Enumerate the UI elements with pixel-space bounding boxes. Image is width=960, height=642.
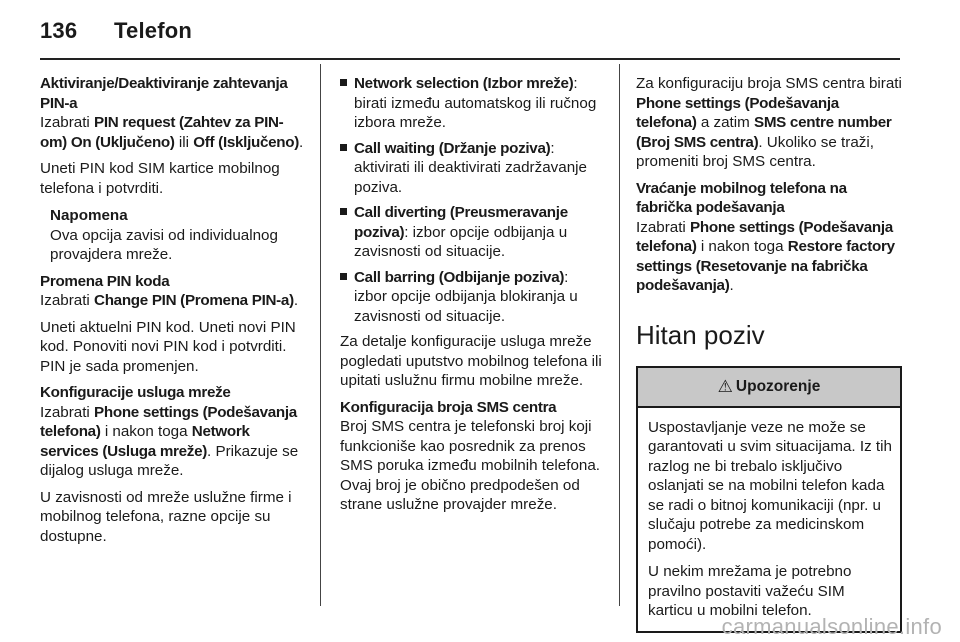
column-3 <box>636 74 902 633</box>
sms-config-paragraph <box>636 74 902 172</box>
note-title: Napomena <box>50 207 128 224</box>
text-span: i nakon toga <box>696 238 788 255</box>
bullet-square-icon <box>340 79 347 86</box>
menu-term: PIN request (Zahtev za PIN-om) On (Uključeno) <box>40 114 284 151</box>
factory-reset-heading: Vraćanje mobilnog telefona na fabrička podešavanja <box>636 179 847 216</box>
warning-text-1: Uspostavljanje veze ne može se garantovati u svim situacijama. Iz tih razlog ne bi trebalo isključivo oslanjati se na mobilni telefon kada se radi o bitnoj komunikaciji (npr. u slučaju potrebe za medicinskom pomoći). <box>648 418 892 553</box>
column-1 <box>40 74 308 546</box>
text-span: i nakon toga <box>100 423 192 440</box>
sms-centre-paragraph: Broj SMS centra je telefonski broj koji funkcioniše kao posrednik za prenos SMS poruka između mobilnih telefona. Ovaj broj je obično predpodešen od strane uslužne provajder mreže. <box>340 418 601 513</box>
header-rule <box>40 58 900 60</box>
text-span: Izabrati <box>636 218 691 236</box>
text-span: Za konfiguraciju broja SMS centra birati <box>636 75 902 92</box>
text-span: Izabrati <box>40 403 95 421</box>
list-item-text: : izbor opcije odbijanja u zavisnosti od situacije. <box>354 223 568 260</box>
menu-term: SMS centre number (Broj SMS centra) <box>636 114 892 151</box>
watermark: carmanualsonline.info <box>721 614 942 639</box>
list-item <box>340 268 602 327</box>
menu-term: Phone settings (Podešavanja telefona) <box>40 403 297 440</box>
network-services-paragraph <box>40 403 308 481</box>
warning-box <box>636 366 902 633</box>
warning-body <box>638 408 900 631</box>
menu-term: Restore factory settings (Resetovanje na fabrička podešavanja) <box>636 238 895 294</box>
text-span: . <box>729 277 734 294</box>
note-text: Ova opcija zavisi od individualnog provajdera mreže. <box>50 226 278 263</box>
menu-term: Call diverting (Preusmeravanje poziva) <box>354 204 568 241</box>
menu-term: Change PIN (Promena PIN-a) <box>94 292 294 309</box>
page-header <box>40 18 192 48</box>
section-title: Hitan poziv <box>636 319 765 350</box>
list-item <box>340 139 602 198</box>
page-number: 136 <box>40 18 78 43</box>
menu-term: Network selection (Izbor mreže) <box>354 75 574 92</box>
sms-centre-heading: Konfiguracija broja SMS centra <box>340 398 557 416</box>
change-pin-steps: Uneti aktuelni PIN kod. Uneti novi PIN kod. Ponoviti novi PIN kod i potvrditi. PIN je sada promenjen. <box>40 318 296 375</box>
network-options-paragraph: U zavisnosti od mreže uslužne firme i mobilnog telefona, razne opcije su dostupne. <box>40 488 292 545</box>
note-box <box>40 206 308 265</box>
pin-enter-paragraph: Uneti PIN kod SIM kartice mobilnog telefona i potvrditi. <box>40 160 280 197</box>
menu-term: Off (Isključeno) <box>193 133 299 151</box>
network-services-heading: Konfiguracije usluga mreže <box>40 384 231 401</box>
text-span: Izabrati <box>40 292 95 309</box>
pin-request-heading: Aktiviranje/Deaktiviranje zahtevanja PIN-a <box>40 75 288 112</box>
menu-term: Call barring (Odbijanje poziva) <box>354 268 565 286</box>
bullet-square-icon <box>340 144 347 151</box>
warning-text-2: U nekim mrežama je potrebno pravilno postaviti važeću SIM karticu u mobilni telefon. <box>648 563 852 619</box>
warning-header <box>638 368 900 408</box>
warning-triangle-icon: ⚠ <box>717 376 733 396</box>
list-item-text: : birati između automatskog ili ručnog izbora mreže. <box>354 75 597 131</box>
network-options-list <box>340 74 602 326</box>
list-item-text: : aktivirati ili deaktivirati zadržavanje poziva. <box>354 139 587 196</box>
column-divider-2 <box>619 64 620 606</box>
text-span: . <box>298 133 304 151</box>
list-item <box>340 203 602 262</box>
text-span: a zatim <box>696 114 754 131</box>
menu-term: Network services (Usluga mreže) <box>40 423 250 460</box>
change-pin-paragraph <box>40 291 308 311</box>
list-item-text: : izbor opcije odbijanja blokiranja u zavisnosti od situacije. <box>354 268 578 325</box>
page-title: Telefon <box>114 18 192 43</box>
text-span: Izabrati <box>40 114 95 131</box>
text-span: . Prikazuje se dijalog usluga mreže. <box>40 442 299 479</box>
column-2 <box>340 74 602 515</box>
bullet-square-icon <box>340 273 347 280</box>
factory-reset-paragraph <box>636 218 902 296</box>
warning-title: Upozorenje <box>735 377 821 395</box>
text-span: . <box>293 292 299 309</box>
change-pin-heading: Promena PIN koda <box>40 272 170 290</box>
menu-term: Call waiting (Držanje poziva) <box>354 139 551 157</box>
text-span: ili <box>174 133 194 151</box>
column-divider-1 <box>320 64 321 606</box>
text-span: . Ukoliko se traži, promeniti broj SMS centra. <box>636 133 874 170</box>
list-item <box>340 74 602 133</box>
bullet-square-icon <box>340 208 347 215</box>
pin-request-paragraph <box>40 113 308 152</box>
menu-term: Phone settings (Podešavanja telefona) <box>636 218 893 255</box>
menu-term: Phone settings (Podešavanja telefona) <box>636 94 839 131</box>
details-paragraph: Za detalje konfiguracije usluga mreže pogledati uputstvo mobilnog telefona ili upitati uslužnu firmu mobilne mreže. <box>340 333 602 389</box>
